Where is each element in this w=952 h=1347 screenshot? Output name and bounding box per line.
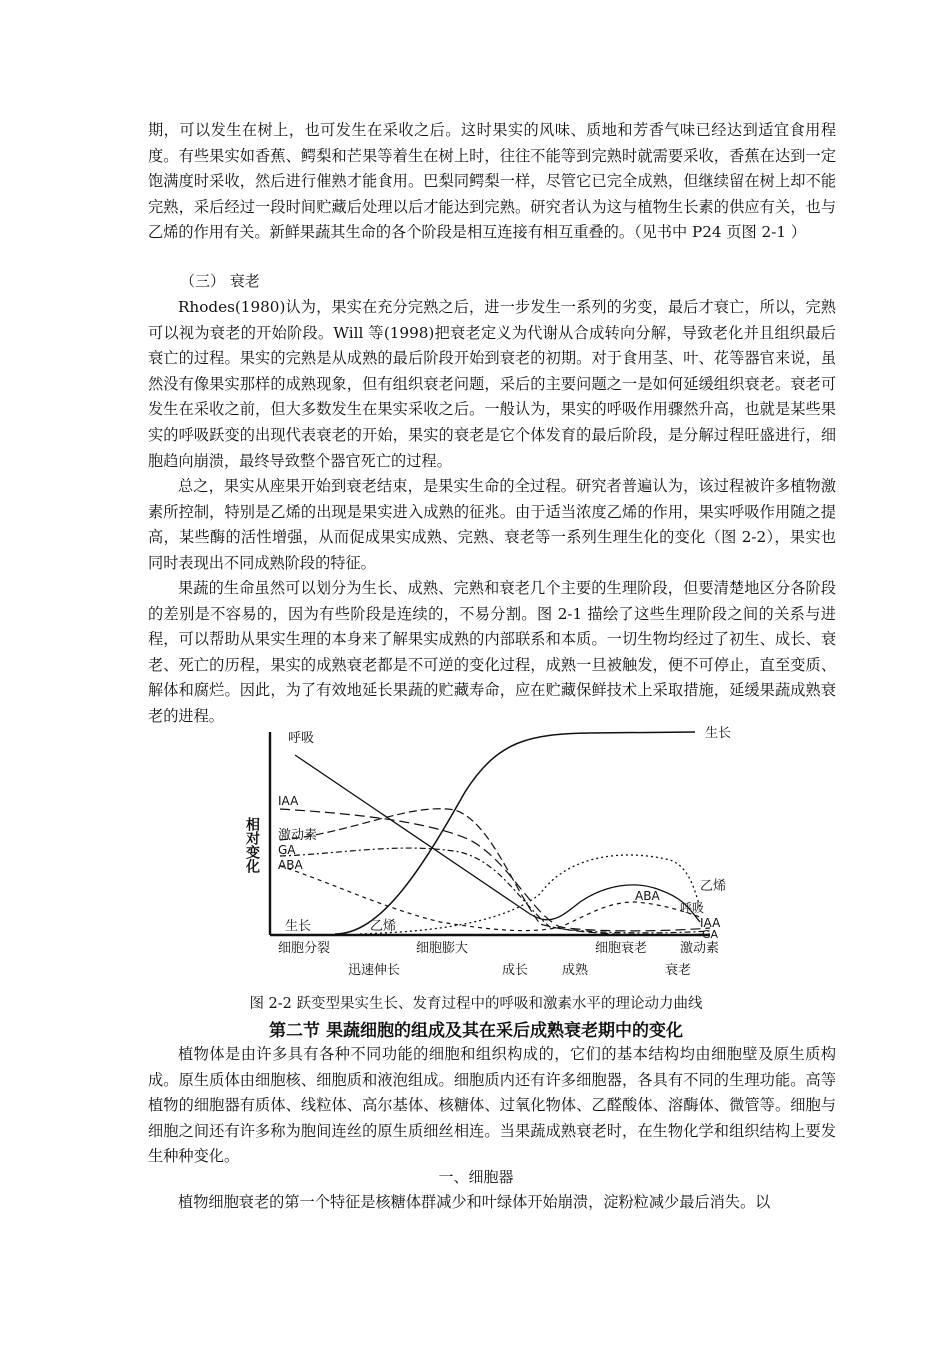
label-resp-left: 呼吸 xyxy=(288,731,315,746)
paragraph-stages: 果蔬的生命虽然可以划分为生长、成熟、完熟和衰老几个主要的生理阶段，但要清楚地区分各阶段的差别是不容易的，因为有些阶段是连续的，不易分割。图 2-1 描绘了这些生理阶段之间的关系与进程，可以帮助从果实生理的本身来了解果实成熟的内部联系和本质。一切生物均经过了初生、成长、衰老、死亡的历程，果实的成熟衰老都是不可逆的变化过程，成熟一旦被触发，便不可停止，直至变质、解体和腐烂。因此，为了有效地延长果蔬的贮藏寿命，应在贮藏保鲜技术上采取措施，延缓果蔬成熟衰老的进程。 xyxy=(148,579,836,725)
figure-2-2 xyxy=(240,722,760,984)
stage-rapid-elongation: 迅速伸长 xyxy=(348,963,401,978)
label-resp-right: 呼吸 xyxy=(680,901,705,915)
hormone-curve-diagram xyxy=(240,722,760,984)
label-iaa-left: IAA xyxy=(278,794,299,808)
label-ga-right: GA xyxy=(702,928,719,941)
label-ethylene-right: 乙烯 xyxy=(700,879,727,894)
paragraph-cell-composition: 植物体是由许多具有各种不同功能的细胞和组织构成的，它们的基本结构均由细胞壁及原生质构成。原生质体由细胞核、细胞质和液泡组成。细胞质内还有许多细胞器，各具有不同的生理功能。高等植物的细胞器有质体、线粒体、高尔基体、核糖体、过氧化物体、乙醛酸体、溶酶体、微管等。细胞与细胞之间还有许多称为胞间连丝的原生质细丝相连。当果蔬成熟衰老时，在生物化学和组织结构上要发生种种变化。 xyxy=(148,1045,836,1166)
stage-cell-enlargement: 细胞膨大 xyxy=(416,941,469,956)
label-aba-right: ABA xyxy=(635,889,660,903)
label-growth-bottom: 生长 xyxy=(285,919,312,934)
stage-senescence: 衰老 xyxy=(665,963,692,978)
stage-ripening: 成熟 xyxy=(562,963,589,978)
section-title: 第二节 果蔬细胞的组成及其在采后成熟衰老期中的变化 xyxy=(269,1021,683,1041)
stage-cell-senescence: 细胞衰老 xyxy=(595,941,648,956)
label-ethylene-bottom: 乙烯 xyxy=(370,919,397,934)
paragraph-summary: 总之，果实从座果开始到衰老结束，是果实生命的全过程。研究者普遍认为，该过程被许多植物激素所控制，特别是乙烯的出现是果实进入成熟的征兆。由于适当浓度乙烯的作用，果实呼吸作用随之提高，某些酶的活性增强，从而促成果实成熟、完熟、衰老等一系列生理生化的变化（图 2-2），果实也同时表现出不同成熟阶段的特征。 xyxy=(148,477,836,572)
label-growth-right: 生长 xyxy=(705,726,732,741)
stage-maturation: 成长 xyxy=(502,963,529,978)
label-iaa-right: IAA xyxy=(700,916,721,930)
label-ga-left: GA xyxy=(278,843,296,857)
paragraph-senescence-definition: Rhodes(1980)认为，果实在充分完熟之后，进一步发生一系列的劣变，最后才衰亡，所以，完熟可以视为衰老的开始阶段。Will 等(1998)把衰老定义为代谢从合成转向分解，导致老化并且组织最后衰亡的过程。果实的完熟是从成熟的最后阶段开始到衰老的初期。对于食用茎、叶、花等器官来说，虽然没有像果实那样的成熟现象，但有组织衰老问题，采后的主要问题之一是如何延缓组织衰老。衰老可发生在采收之前，但大多数发生在果实采收之后。一般认为，果实的呼吸作用骤然升高，也就是某些果实的呼吸跃变的出现代表衰老的开始，果实的衰老是它个体发育的最后阶段，是分解过程旺盛进行，细胞趋向崩溃，最终导致整个器官死亡的过程。 xyxy=(148,298,836,470)
iaa-curve xyxy=(280,809,710,931)
y-axis-label: 相对变化 xyxy=(244,817,260,873)
subheading-organelles: 一、细胞器 xyxy=(438,1168,514,1186)
label-aba-left: ABA xyxy=(278,858,303,872)
figure-caption: 图 2-2 跃变型果实生长、发育过程中的呼吸和激素水平的理论动力曲线 xyxy=(249,996,703,1012)
label-cytokinin-right: 激动素 xyxy=(680,941,720,956)
subheading-senescence: （三） 衰老 xyxy=(180,272,260,290)
stage-cell-division: 细胞分裂 xyxy=(278,941,331,956)
paragraph-ripening-continued: 期，可以发生在树上，也可发生在采收之后。这时果实的风味、质地和芳香气味已经达到适宜食用程度。有些果实如香蕉、鳄梨和芒果等着生在树上时，往往不能等到完熟时就需要采收，香蕉在达到一定饱满度时采收，然后进行催熟才能食用。巴梨同鳄梨一样，尽管它已完全成熟，但继续留在树上却不能完熟，采后经过一段时间贮藏后处理以后才能达到完熟。研究者认为这与植物生长素的供应有关，也与乙烯的作用有关。新鲜果蔬其生命的各个阶段是相互连接有相互重叠的。（见书中 P24 页图 2-1 ） xyxy=(148,121,836,242)
label-cytokinin-left: 激动素 xyxy=(278,828,318,843)
paragraph-organelles: 植物细胞衰老的第一个特征是核糖体群减少和叶绿体开始崩溃，淀粉粒减少最后消失。以 xyxy=(178,1193,771,1211)
